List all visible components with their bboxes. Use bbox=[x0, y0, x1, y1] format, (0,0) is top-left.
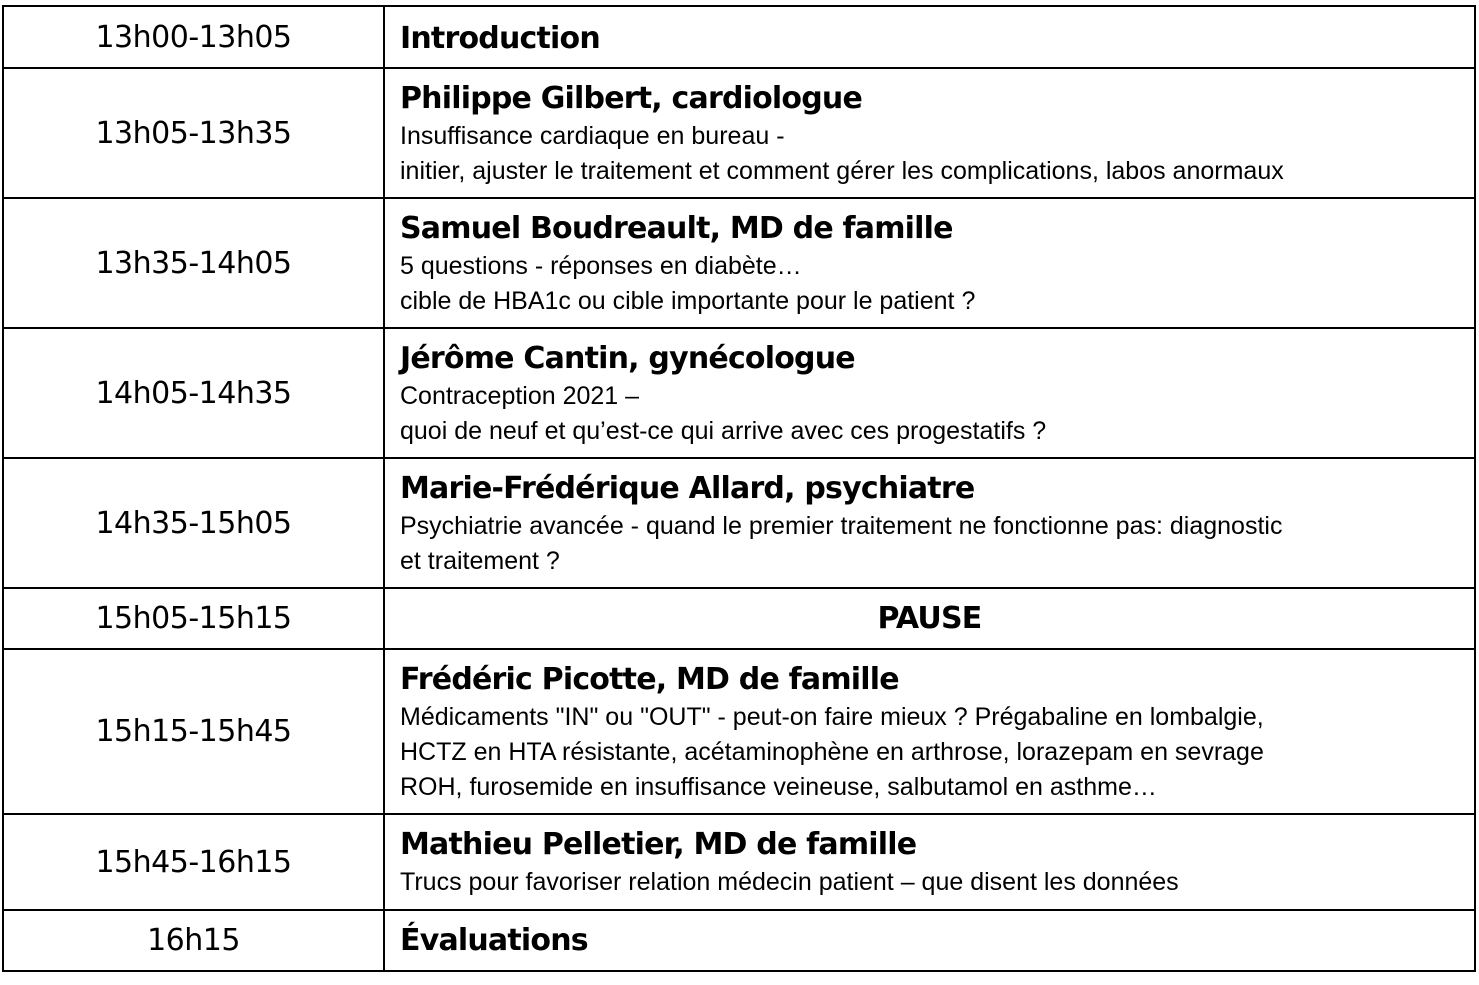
session-cell bbox=[384, 814, 1475, 910]
session-cell bbox=[384, 6, 1475, 68]
speaker-name: Philippe Gilbert, cardiologue bbox=[400, 81, 862, 116]
time-slot: 15h45-16h15 bbox=[3, 814, 384, 910]
time-slot: 13h00-13h05 bbox=[3, 6, 384, 68]
session-cell bbox=[384, 649, 1475, 814]
time-slot: 13h05-13h35 bbox=[3, 68, 384, 198]
time-slot: 13h35-14h05 bbox=[3, 198, 384, 328]
topic-line: Insuffisance cardiaque en bureau - bbox=[400, 122, 785, 150]
time-slot: 15h05-15h15 bbox=[3, 588, 384, 649]
topic-line: quoi de neuf et qu’est-ce qui arrive avec ces progestatifs ? bbox=[400, 417, 1047, 445]
topic-line: HCTZ en HTA résistante, acétaminophène en arthrose, lorazepam en sevrage bbox=[400, 738, 1264, 766]
schedule-row bbox=[3, 6, 1475, 68]
schedule-row bbox=[3, 910, 1475, 971]
topic-line: initier, ajuster le traitement et comment gérer les complications, labos anormaux bbox=[400, 157, 1284, 185]
topic-line: Médicaments "IN" ou "OUT" - peut-on faire mieux ? Prégabaline en lombalgie, bbox=[400, 703, 1264, 731]
topic-line: 5 questions - réponses en diabète… bbox=[400, 252, 802, 280]
topic-line: ROH, furosemide en insuffisance veineuse, salbutamol en asthme… bbox=[400, 773, 1157, 801]
pause-label: PAUSE bbox=[384, 588, 1475, 649]
schedule-row bbox=[3, 68, 1475, 198]
time-slot: 15h15-15h45 bbox=[3, 649, 384, 814]
time-slot: 14h35-15h05 bbox=[3, 458, 384, 588]
schedule-table bbox=[2, 5, 1476, 972]
session-cell bbox=[384, 910, 1475, 971]
topic-line: cible de HBA1c ou cible importante pour le patient ? bbox=[400, 287, 976, 315]
topic-line: Contraception 2021 – bbox=[400, 382, 640, 410]
topic-line: Psychiatrie avancée - quand le premier traitement ne fonctionne pas: diagnostic bbox=[400, 512, 1283, 540]
schedule-row-pause bbox=[3, 588, 1475, 649]
schedule-row bbox=[3, 198, 1475, 328]
speaker-name: Samuel Boudreault, MD de famille bbox=[400, 211, 953, 246]
speaker-name: Frédéric Picotte, MD de famille bbox=[400, 662, 899, 697]
schedule-row bbox=[3, 814, 1475, 910]
schedule-row bbox=[3, 649, 1475, 814]
time-slot: 14h05-14h35 bbox=[3, 328, 384, 458]
schedule-row bbox=[3, 458, 1475, 588]
session-cell bbox=[384, 328, 1475, 458]
topic-line: et traitement ? bbox=[400, 547, 560, 575]
schedule-row bbox=[3, 328, 1475, 458]
speaker-name: Marie-Frédérique Allard, psychiatre bbox=[400, 471, 975, 506]
time-slot: 16h15 bbox=[3, 910, 384, 971]
session-cell bbox=[384, 198, 1475, 328]
session-title: Introduction bbox=[400, 21, 600, 56]
session-title: Évaluations bbox=[400, 923, 588, 958]
session-cell bbox=[384, 68, 1475, 198]
topic-line: Trucs pour favoriser relation médecin patient – que disent les données bbox=[400, 868, 1179, 896]
session-cell bbox=[384, 458, 1475, 588]
speaker-name: Mathieu Pelletier, MD de famille bbox=[400, 827, 917, 862]
speaker-name: Jérôme Cantin, gynécologue bbox=[400, 341, 855, 376]
